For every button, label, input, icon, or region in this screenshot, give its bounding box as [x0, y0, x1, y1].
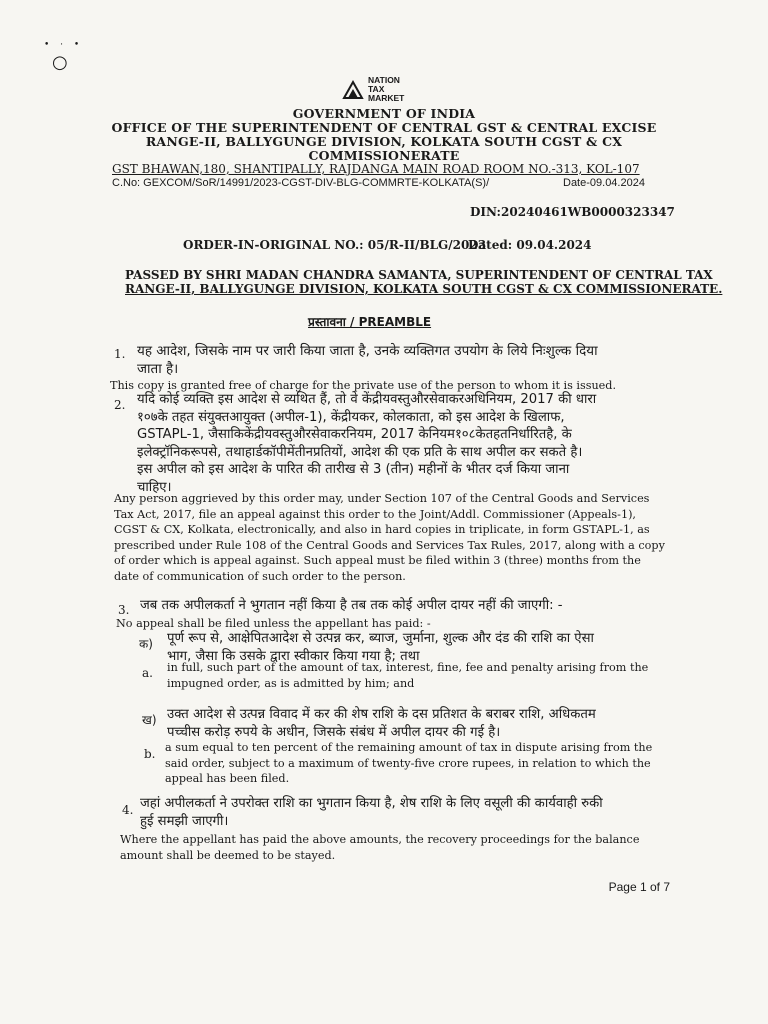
para-3-hindi: जब तक अपीलकर्ता ने भुगतान नहीं किया है तब तक कोई अपील दायर नहीं की जाएगी: -: [140, 598, 563, 613]
para-3-a-line: impugned order, as is admitted by him; and: [167, 676, 415, 690]
para-3-b-text: [165, 740, 652, 787]
logo-emblem-icon: [342, 78, 364, 102]
para-2-english-line: date of communication of such order to the person.: [114, 569, 406, 583]
order-date: Dated: 09.04.2024: [468, 238, 592, 252]
para-2-hindi-line: १०७के तहत संयुक्तआयुक्त (अपील-1), केंद्रीयकर, कोलकाता, को इस आदेश के खिलाफ,: [137, 409, 565, 425]
para-2-hindi-line: इलेक्ट्रॉनिकरूपसे, तथाहार्डकॉपीमेंतीनप्रतियों, आदेश की एक प्रति के साथ अपील कर सकते है।: [137, 444, 583, 460]
para-2-english-line: Tax Act, 2017, file an appeal against this order to the Joint/Addl. Commissioner (Appeals-1),: [114, 507, 636, 521]
para-2-hindi-line: GSTAPL-1, जैसाकिकेंद्रीयवस्तुऔरसेवाकरनियम, 2017 केनियम१०८केतहतनिर्धारितहै, के: [137, 427, 572, 442]
para-2-number: 2.: [114, 398, 126, 412]
para-2-hindi-line: यदि कोई व्यक्ति इस आदेश से व्यथित हैं, तो वे केंद्रीयवस्तुऔरसेवाकरअधिनियम, 2017 की धारा: [137, 392, 597, 407]
para-3-kha-hindi-line: उक्त आदेश से उत्पन्न विवाद में कर की शेष राशि के दस प्रतिशत के बराबर राशि, अधिकतम: [167, 707, 596, 722]
case-number: C.No: GEXCOM/SoR/14991/2023-CGST-DIV-BLG-COMMRTE-KOLKATA(S)/: [112, 177, 490, 189]
para-4-hindi: [140, 795, 603, 831]
page-number: Page 1 of 7: [608, 880, 670, 894]
para-3-a-label: a.: [142, 666, 153, 680]
para-2-english-line: CGST & CX, Kolkata, electronically, and also in hard copies in triplicate, in form GSTAPL-1, as: [114, 523, 650, 536]
para-3-b-line: a sum equal to ten percent of the remaining amount of tax in dispute arising from the: [165, 741, 653, 754]
passed-by-line-1: PASSED BY SHRI MADAN CHANDRA SAMANTA, SUPERINTENDENT OF CENTRAL TAX: [125, 268, 713, 282]
logo-line-2: TAX: [368, 84, 385, 94]
para-3-a-line: in full, such part of the amount of tax, interest, fine, fee and penalty arising from the: [167, 661, 649, 674]
para-1-hindi-line: यह आदेश, जिसके नाम पर जारी किया जाता है, उनके व्यक्तिगत उपयोग के लिये निःशुल्क दिया: [137, 343, 598, 359]
din-number: DIN:20240461WB0000323347: [470, 205, 675, 219]
para-3-number: 3.: [118, 603, 130, 617]
para-3-b-line: appeal has been filed.: [165, 772, 290, 785]
para-2-english-line: of order which is appeal against. Such appeal must be filed within 3 (three) months from the: [114, 554, 641, 567]
para-3-ka-hindi-line: पूर्ण रूप से, आक्षेपितआदेश से उत्पन्न कर, ब्याज, जुर्माना, शुल्क और दंड की राशि का ऐसा: [167, 631, 594, 646]
office-line-3: COMMISSIONERATE: [308, 148, 460, 163]
para-4-number: 4.: [122, 803, 134, 817]
para-2-hindi: [137, 391, 596, 496]
para-3-b-line: said order, subject to a maximum of twenty-five crore rupees, in relation to which the: [165, 756, 651, 770]
logo-line-1: NATION: [368, 75, 400, 85]
para-4-hindi-line: जहां अपीलकर्ता ने उपरोक्त राशि का भुगतान किया है, शेष राशि के लिए वसूली की कार्यवाही रुकी: [140, 796, 603, 811]
para-1-hindi-line: जाता है।: [137, 361, 179, 377]
para-2-english-line: prescribed under Rule 108 of the Central Goods and Services Tax Rules, 2017, along with a copy: [114, 538, 665, 552]
para-3-kha-label: ख): [142, 713, 157, 727]
para-3-b-label: b.: [144, 747, 156, 761]
para-1-number: 1.: [114, 347, 126, 361]
para-1-hindi: [137, 342, 598, 378]
para-3-a-text: [167, 660, 648, 691]
office-address: GST BHAWAN,180, SHANTIPALLY, RAJDANGA MAIN ROAD ROOM NO.-313, KOL-107: [112, 162, 640, 176]
para-2-hindi-line: चाहिए।: [137, 479, 172, 495]
para-3-kha-hindi: [167, 706, 596, 742]
para-2-english-line: Any person aggrieved by this order may, under Section 107 of the Central Goods and Services: [114, 492, 650, 505]
passed-by-line-2: RANGE-II, BALLYGUNGE DIVISION, KOLKATA SOUTH CGST & CX COMMISSIONERATE.: [125, 282, 723, 296]
para-4-hindi-line: हुई समझी जाएगी।: [140, 814, 229, 829]
para-4-english: [120, 832, 639, 863]
order-number: ORDER-IN-ORIGINAL NO.: 05/R-II/BLG/2023: [183, 238, 487, 252]
punch-hole: ○: [52, 52, 68, 73]
para-3-english: No appeal shall be filed unless the appellant has paid: -: [116, 617, 431, 630]
office-line-1: OFFICE OF THE SUPERINTENDENT OF CENTRAL GST & CENTRAL EXCISE: [111, 120, 657, 135]
issue-date: Date-09.04.2024: [563, 177, 645, 189]
para-4-english-line: amount shall be deemed to be stayed.: [120, 848, 336, 862]
preamble-title: प्रस्तावना / PREAMBLE: [308, 315, 432, 329]
para-3-kha-hindi-line: पच्चीस करोड़ रुपये के अधीन, जिसके संबंध में अपील दायर की गई है।: [167, 725, 501, 740]
govt-heading: GOVERNMENT OF INDIA: [292, 106, 476, 121]
para-2-english: [114, 491, 665, 584]
para-3-ka-label: क): [139, 637, 153, 651]
logo-line-3: MARKET: [368, 93, 405, 103]
para-3-ka-hindi-line: भाग, जैसा कि उसके द्वारा स्वीकार किया गया है; तथा: [167, 649, 420, 664]
nation-tax-market-logo: [342, 76, 404, 103]
para-1-english: This copy is granted free of charge for the private use of the person to whom it is issued.: [110, 379, 617, 392]
scan-marks: • · •: [44, 40, 84, 50]
office-line-2: RANGE-II, BALLYGUNGE DIVISION, KOLKATA SOUTH CGST & CX: [145, 134, 623, 149]
para-2-hindi-line: इस अपील को इस आदेश के पारित की तारीख से 3 (तीन) महीनों के भीतर दर्ज किया जाना: [137, 462, 570, 477]
para-4-english-line: Where the appellant has paid the above amounts, the recovery proceedings for the balance: [120, 833, 640, 846]
